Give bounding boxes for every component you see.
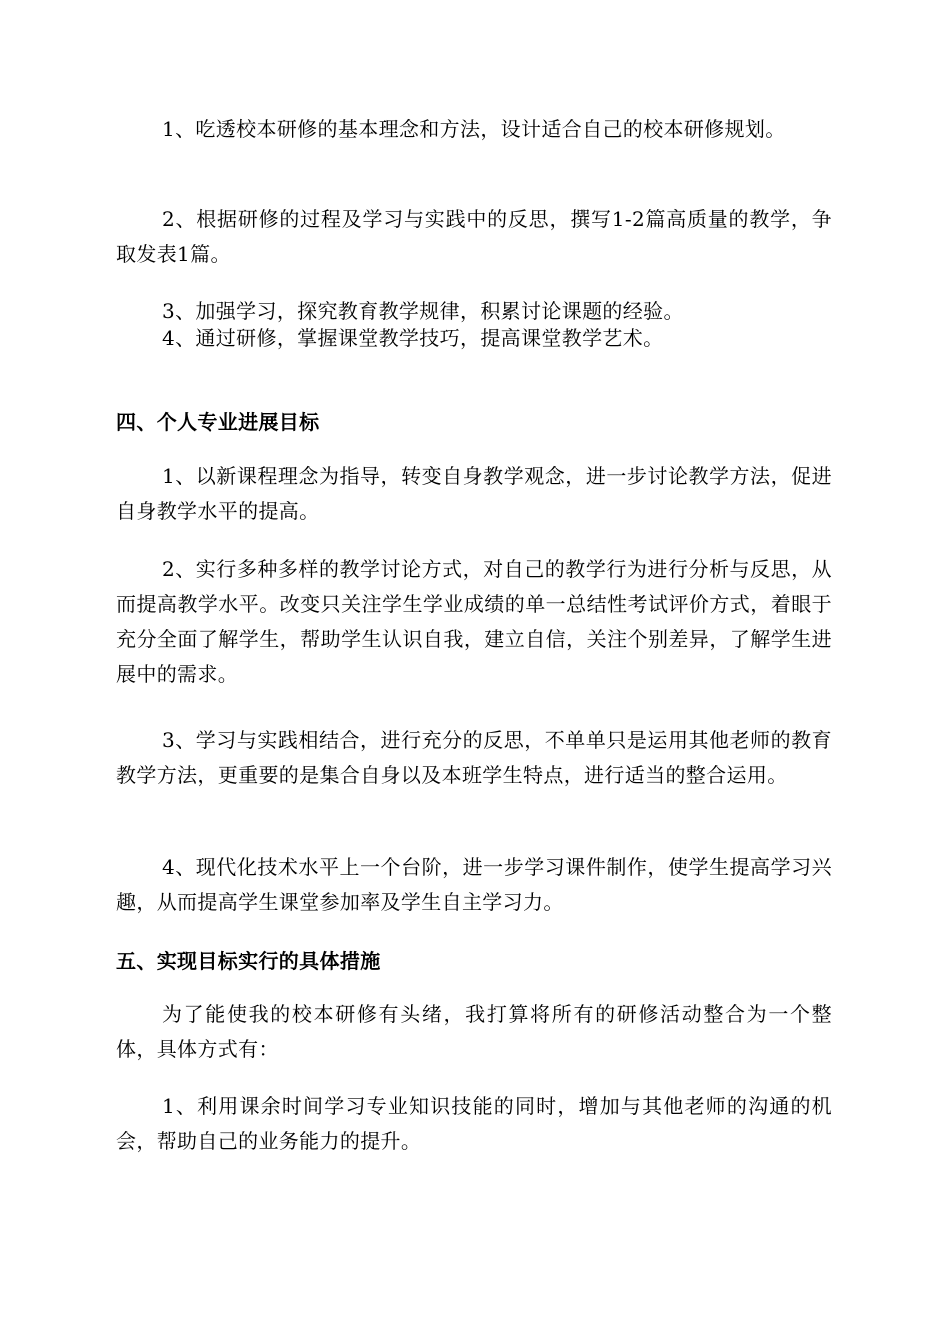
section5-heading: 五、实现目标实行的具体措施 <box>116 949 381 973</box>
section3-item-2: 2、根据研修的过程及学习与实践中的反思，撰写1-2篇高质量的教学，争取发表1篇。 <box>116 207 832 266</box>
section3-item-3: 3、加强学习，探究教育教学规律，积累讨论课题的经验。 <box>162 299 684 323</box>
section3-item-4: 4、通过研修，掌握课堂教学技巧，提高课堂教学艺术。 <box>162 326 664 350</box>
section4-item-2: 2、实行多种多样的教学讨论方式，对自己的教学行为进行分析与反思，从而提高教学水平。改变只关注学生学业成绩的单一总结性考试评价方式，着眼于充分全面了解学生，帮助学生认识自我，建立自信，关注个别差异，了解学生进展中的需求。 <box>116 557 832 686</box>
section4-item-4: 4、现代化技术水平上一个台阶，进一步学习课件制作，使学生提高学习兴趣，从而提高学生课堂参加率及学生自主学习力。 <box>116 855 832 914</box>
section5-intro: 为了能使我的校本研修有头绪，我打算将所有的研修活动整合为一个整体，具体方式有： <box>116 1002 832 1061</box>
section3-item-1: 1、吃透校本研修的基本理念和方法，设计适合自己的校本研修规划。 <box>162 117 786 141</box>
section5-item-1: 1、利用课余时间学习专业知识技能的同时，增加与其他老师的沟通的机会，帮助自己的业务能力的提升。 <box>116 1094 832 1153</box>
section4-item-3: 3、学习与实践相结合，进行充分的反思，不单单只是运用其他老师的教育教学方法，更重要的是集合自身以及本班学生特点，进行适当的整合运用。 <box>116 728 832 787</box>
section4-item-1: 1、以新课程理念为指导，转变自身教学观念，进一步讨论教学方法，促进自身教学水平的提高。 <box>116 464 832 523</box>
section4-heading: 四、个人专业进展目标 <box>116 410 320 434</box>
